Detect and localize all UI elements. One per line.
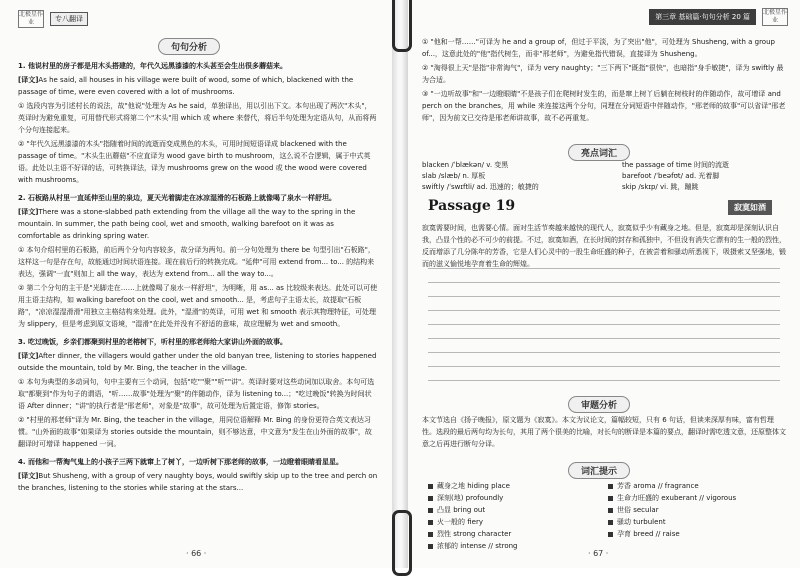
q2-note-1: ① 本句介绍村里的石板路，前后两个分句内容较多，故分译为两句。前一分句处理为 there be 句型引出"石板路"，这样这一句是存在句，故能通过时间状语连接。现在前后行的转换完成。"延伸"可用 extend from... to... 的结构来表达，强调"一直"则加上 all the way，表达为 extend from... all the way to...。 bbox=[18, 246, 375, 278]
bullet-icon bbox=[428, 484, 433, 489]
q1-note-1: ① 选段内容为引述村长的说法，故"他说"处理为 As he said，单独译出，用以引出下文。本句出现了两次"木头"，英译时为避免重复，可用替代形式将第二个"木头"用 which 或 where 来替代，将后半句处理为定语从句，从而将两个分句连接起来。 bbox=[18, 102, 377, 134]
vocab-item: the passage of time 时间的流逝 bbox=[622, 161, 730, 169]
q2-title: 2. 石板路从村里一直延伸至山里的泉边，夏天光着脚走在冰凉湿滑的石板路上就像喝了泉水一样舒坦。 bbox=[18, 194, 336, 202]
vocab-list bbox=[422, 160, 786, 193]
review-title: 审题分析 bbox=[568, 396, 630, 413]
right-page bbox=[408, 0, 800, 568]
tip-item: 藏身之地 hiding place bbox=[428, 480, 598, 492]
tip-item: 深刻(地) profoundly bbox=[428, 492, 598, 504]
tip-item: 世俗 secular bbox=[608, 504, 788, 516]
writing-line bbox=[428, 366, 780, 367]
chapter-bar: 第三章 基础篇·句句分析 20 篇 bbox=[649, 9, 756, 25]
tips-list-right bbox=[608, 480, 788, 540]
vocab-item: skip /skɪp/ vi. 跳，蹦跳 bbox=[622, 183, 699, 191]
left-page bbox=[0, 0, 392, 568]
tips-title: 词汇提示 bbox=[568, 462, 630, 479]
q4-note-1: ① "他和一帮……"可译为 he and a group of，但过于平淡，为了突出"他"，可处理为 Shusheng, with a group of...，这意此处的"他"指代树生，而非"邢老师"，为避免指代错误，直接译为 Shusheng。 bbox=[422, 38, 775, 58]
passage-title: Passage 19 bbox=[428, 198, 516, 214]
vocab-title: 亮点词汇 bbox=[568, 144, 630, 161]
q3-title: 3. 吃过晚饭，乡亲们都聚到村里的老榕树下，听村里的邢老师给大家讲山外面的故事。 bbox=[18, 338, 287, 346]
writing-line bbox=[428, 282, 780, 283]
section-title: 句句分析 bbox=[158, 38, 220, 55]
review-text: 本文节选自《扬子晚报》，原文题为《寂寞》。本文为议论文，篇幅较短，只有 6 句话，但读来深厚有味，富有哲理性。选段的最后两句均为长句，其用了两个很美的比喻，对长句的断译是本篇的要点，翻译时需吃透文意，还原整体文意之后再进行断句分译。 bbox=[422, 416, 786, 448]
writing-line bbox=[428, 352, 780, 353]
right-header bbox=[649, 8, 788, 26]
q1-title: 1. 他说村里的房子都是用木头搭建的，年代久远黑漆漆的木头甚至会生出很多蘑菇来。 bbox=[18, 62, 287, 70]
vocab-item: slab /slæb/ n. 厚板 bbox=[422, 172, 486, 180]
publisher-logo: 北极星作业 bbox=[763, 9, 788, 24]
vocab-item: barefoot /ˈbeəfʊt/ ad. 光着脚 bbox=[622, 172, 720, 180]
writing-line bbox=[428, 268, 780, 269]
book-gutter bbox=[392, 0, 408, 568]
vocab-item: blacken /ˈblækən/ v. 变黑 bbox=[422, 161, 509, 169]
q3-note-1: ① 本句为典型的多动词句，句中主要有三个动词，包括"吃""聚""听""讲"。英译时要对这些动词加以取舍。本句可选取"都聚到"作为句子的谓语，"听……故事"处理为"聚"的伴随动作，译为 listening to...；"吃过晚饭"转换为时间状语 After dinner；"讲"的执行者是"邢老师"，对象是"故事"，故可处理为后置定语，修饰 stories。 bbox=[18, 378, 375, 410]
q3-translation: [译文]After dinner, the villagers would gather under the old banyan tree, listening to stories happened outside the mountain, told by Mr. Bing, the teacher in the village. bbox=[18, 352, 377, 372]
tip-item: 骚动 turbulent bbox=[608, 516, 788, 528]
writing-line bbox=[428, 310, 780, 311]
left-body bbox=[18, 60, 378, 496]
tip-item: 烈性 strong character bbox=[428, 528, 598, 540]
q2-note-2: ② 第二个分句的主干是"光脚走在……上就像喝了泉水一样舒坦"，为明晰，用 as... as 比较级来表达。此处可以可使用主语主结构，如 walking barefoot on the cool, wet and smooth... 是，考虑句子主语太长，故提取"石板路"，"凉凉湿湿滑滑"用独立主格结构来处理。此外，"湿滑"的英译，可用 wet 和 smooth 表示其物理特征，可处理为 slippery，但是考虑到原文语境，"湿滑"在此处并没有不舒适的意味，故应理解为 wet and smooth。 bbox=[18, 284, 378, 328]
tip-item: 凸显 bring out bbox=[428, 504, 598, 516]
tip-item: 孕育 breed // raise bbox=[608, 528, 788, 540]
right-notes bbox=[422, 36, 786, 126]
q1-translation: [译文]As he said, all houses in his village were built of wood, some of which, blackened with the passage of time, were even covered with a lot of mushrooms. bbox=[18, 76, 354, 96]
passage-tag: 寂寞如酒 bbox=[728, 200, 772, 215]
binder-ring-icon bbox=[392, 0, 412, 52]
writing-line bbox=[428, 324, 780, 325]
bullet-icon bbox=[608, 508, 613, 513]
q4-title: 4. 而他和一帮淘气鬼上的小孩子三两下就窜上了树丫，一边听树下那老师的故事，一边瞪着眼睛看星星。 bbox=[18, 458, 343, 466]
tip-item: 生命力旺盛的 exuberant // vigorous bbox=[608, 492, 788, 504]
tips-list-left bbox=[428, 480, 598, 552]
q3-note-2: ② "村里的邢老师"译为 Mr. Bing, the teacher in the village，用同位语解释 Mr. Bing 的身份更符合英文表达习惯。"山外面的故事"如果译为 stories outside the mountain，则不够达意，中文意为"发生在山外面的故事"，故翻译时可增译 happened 一词。 bbox=[18, 416, 372, 448]
bullet-icon bbox=[608, 496, 613, 501]
q4-note-2: ② "淘得很上天"是指"非常淘气"，译为 very naughty；"三下两下"既指"很快"，也暗指"身手敏捷"，译为 swiftly 最为合适。 bbox=[422, 64, 784, 84]
category-tag: 专八翻译 bbox=[50, 12, 88, 26]
vocab-item: swiftly /ˈswɪftli/ ad. 迅速的；敏捷的 bbox=[422, 183, 539, 191]
passage-text: 寂寞需要时间，也需要心情。面对生活节奏越来越快的现代人，寂寞似乎少有藏身之地。但是，寂寞却是深刻认识自我，凸显个性的必不可少的前提。不过，寂寞如酒，在长时间的封存和孤独中，不但没有消失它漂有的生一般的烈性，反而增添了几分陈年的芳香，它是人们心灵中的一股生命旺盛的种子，在被尝着和骚动所悉视下，吸摄索又坚强地，锻而的滋义愉悦地孕育着生命的辉煌。 bbox=[422, 224, 786, 268]
q4-translation: [译文]But Shusheng, with a group of very naughty boys, would swiftly skip up to the tree and perch on the branches, listening to the stories while staring at the stars... bbox=[18, 472, 378, 492]
vocab-row bbox=[422, 171, 786, 182]
tip-item: 浓郁的 intense // strong bbox=[428, 540, 598, 552]
writing-line bbox=[428, 296, 780, 297]
bullet-icon bbox=[608, 484, 613, 489]
tip-item: 火一般的 fiery bbox=[428, 516, 598, 528]
left-page-number: · 66 · bbox=[186, 549, 207, 558]
bullet-icon bbox=[608, 520, 613, 525]
binder-ring-icon bbox=[392, 510, 412, 576]
tip-item: 芳香 aroma // fragrance bbox=[608, 480, 788, 492]
left-header bbox=[18, 10, 88, 28]
vocab-row bbox=[422, 182, 786, 193]
writing-line bbox=[428, 380, 780, 381]
q2-translation: [译文]There was a stone-slabbed path extending from the village all the way to the spring in the mountain. In summer, the path being cool, wet and smooth, walking barefoot on it was as comfortable as drinking spring water. bbox=[18, 208, 356, 240]
bullet-icon bbox=[428, 496, 433, 501]
q1-note-2: ② "年代久远黑漆漆的木头"指随着时间的流逝而变成黑色的木头，可用时间短语译成 blackened with the passage of time。"木头生出蘑菇"不应直译为 wood gave birth to mushroom，这么说不合逻辑，属于中式英语。此处以主语不好译的话，可转换译法，译为 mushrooms grew on the wood 或 the wood were covered with mushrooms。 bbox=[18, 140, 371, 184]
bullet-icon bbox=[428, 520, 433, 525]
publisher-logo: 北极星作业 bbox=[19, 11, 44, 26]
bullet-icon bbox=[428, 508, 433, 513]
bullet-icon bbox=[428, 532, 433, 537]
vocab-row bbox=[422, 160, 786, 171]
bullet-icon bbox=[608, 532, 613, 537]
right-page-number: · 67 · bbox=[588, 549, 609, 558]
writing-line bbox=[428, 338, 780, 339]
bullet-icon bbox=[428, 544, 433, 549]
q4-note-3: ③ "一边听故事"和"一边瞪眼睛"不是孩子们在爬树时发生的，而是窜上树丫后躺在树枝时的伴随动作，故可增译 and perch on the branches，用 while 来连接这两个分句，同理在分词短语中伴随动作，"邢老师的故事"可以省译"邢老师"，因为前文已交待是邢老师讲故事，故不必再重复。 bbox=[422, 90, 786, 122]
